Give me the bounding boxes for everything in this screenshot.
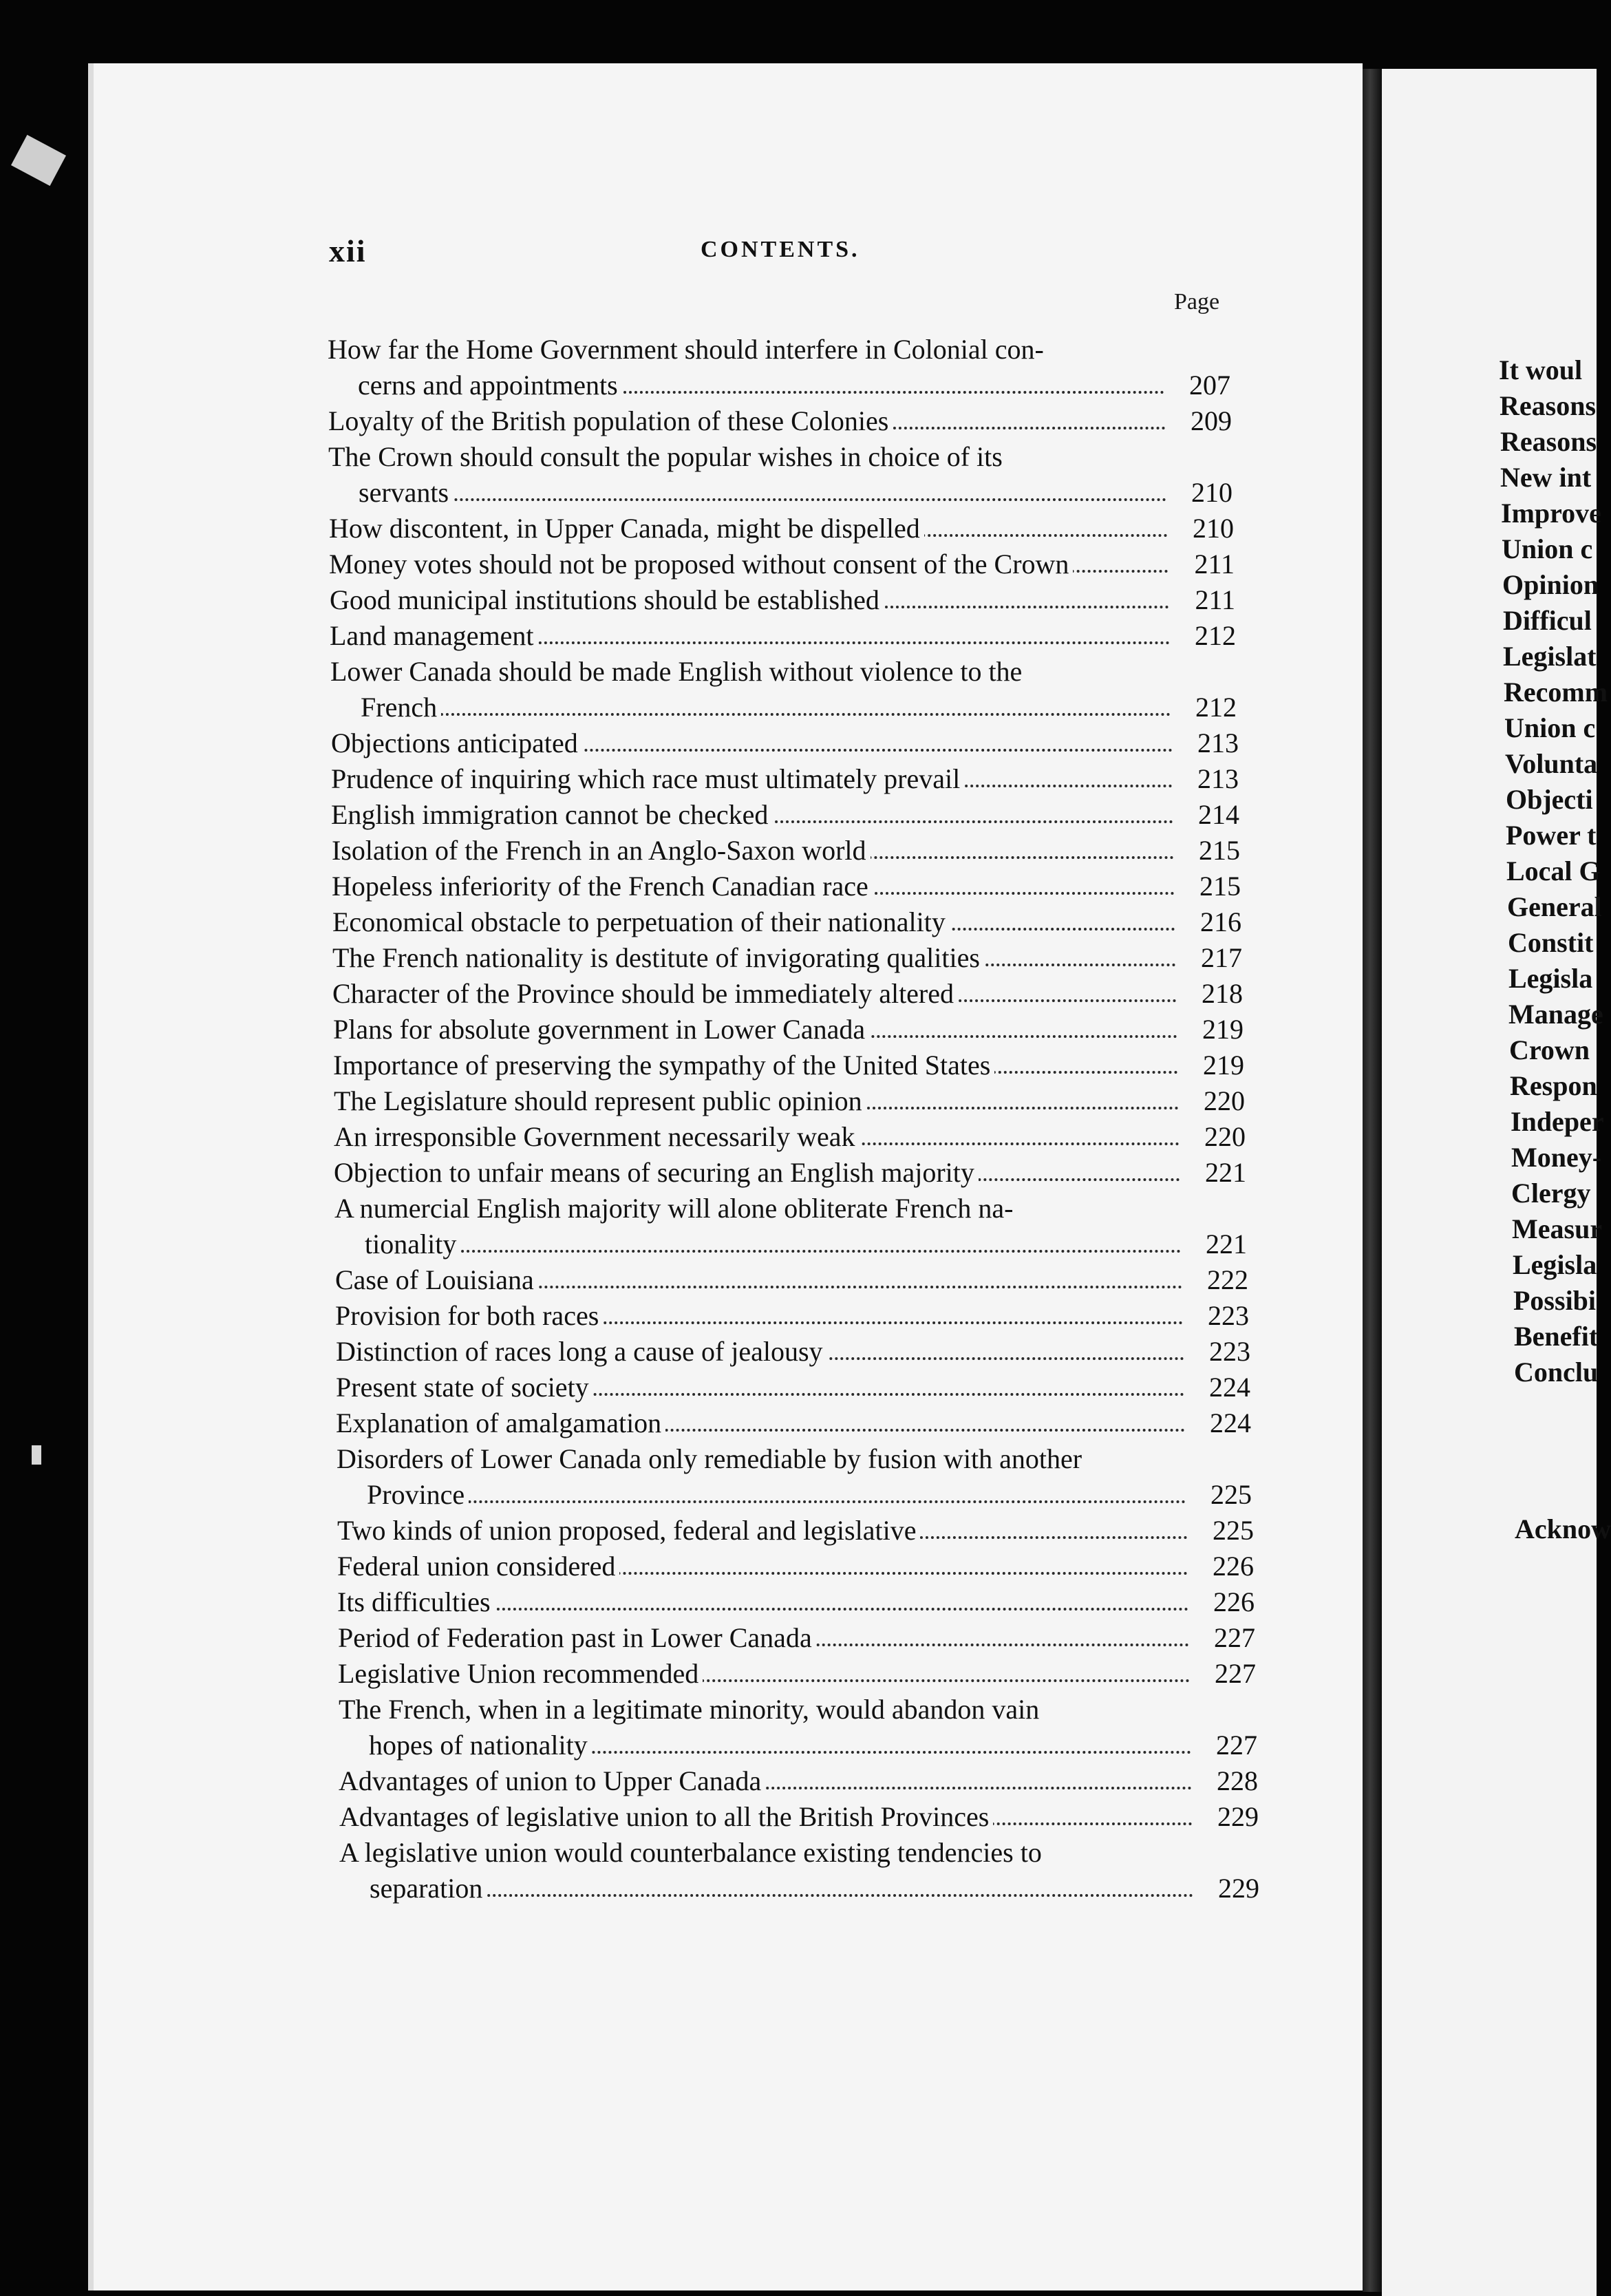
right-page-line: Improve <box>1501 498 1601 529</box>
right-page-line: General <box>1507 891 1602 922</box>
toc-entry-title: Prudence of inquiring which race must ultimately prevail <box>331 763 964 794</box>
toc-page-number: 219 <box>1181 1048 1244 1083</box>
toc-entry-title: Isolation of the French in an Anglo-Saxon world <box>332 835 871 866</box>
toc-page-number: 213 <box>1175 725 1239 761</box>
toc-page-number: 210 <box>1169 475 1233 511</box>
toc-entry-title: Explanation of amalgamation <box>336 1407 665 1438</box>
right-page-line: Recomm <box>1504 677 1608 708</box>
toc-page-number: 211 <box>1171 546 1235 582</box>
left-page <box>88 63 1363 2290</box>
toc-entry-title: Legislative Union recommended <box>338 1658 703 1689</box>
scan-artifact <box>32 1445 41 1465</box>
toc-page-number: 220 <box>1182 1119 1246 1155</box>
toc-page-number: 228 <box>1195 1763 1258 1799</box>
toc-entry-title: Money votes should not be proposed without consent of the Crown <box>329 549 1073 580</box>
toc-page-number: 229 <box>1196 1871 1259 1906</box>
toc-page-number: 221 <box>1184 1226 1247 1262</box>
toc-page-number: 222 <box>1185 1262 1248 1298</box>
toc-page-number: 210 <box>1171 511 1234 546</box>
toc-entry-title: Period of Federation past in Lower Canada <box>338 1622 816 1653</box>
right-page-line: Acknow <box>1515 1513 1611 1544</box>
toc-entry-continuation: hopes of nationality <box>339 1730 592 1761</box>
toc-entry-title: A numercial English majority will alone obliterate French na- <box>334 1193 1017 1224</box>
toc-entry-title: The French nationality is destitute of invigorating qualities <box>332 942 984 973</box>
toc-entry-title: Its difficulties <box>337 1586 495 1617</box>
right-page-line: Benefit <box>1514 1321 1599 1352</box>
toc-page-number: 221 <box>1183 1155 1246 1191</box>
right-page-line: Local G <box>1506 855 1601 886</box>
right-page-line: Possibi <box>1513 1285 1597 1316</box>
toc-entry-title: Objection to unfair means of securing an English majority <box>334 1157 979 1188</box>
toc-entry-title: Economical obstacle to perpetuation of their nationality <box>332 906 950 937</box>
right-page-line: Power t <box>1506 820 1597 851</box>
right-page-line: Reasons <box>1500 426 1597 457</box>
toc-page-number: 224 <box>1187 1370 1250 1405</box>
toc-entry-title: How far the Home Government should interfere in Colonial con- <box>328 334 1048 365</box>
toc-page-number: 218 <box>1180 976 1243 1012</box>
right-page-line: Conclu <box>1514 1357 1599 1388</box>
toc-entry-title: Good municipal institutions should be established <box>330 584 884 615</box>
toc-page-number: 225 <box>1191 1513 1254 1549</box>
right-page-line: Crown <box>1509 1034 1590 1065</box>
toc-entry-continuation: servants <box>328 477 453 508</box>
toc-page-number: 227 <box>1193 1656 1256 1692</box>
toc-page-number: 227 <box>1192 1620 1255 1656</box>
toc-entry-title: Land management <box>330 620 538 651</box>
toc-page-number: 217 <box>1179 940 1242 976</box>
toc-entry-title: The Legislature should represent public opinion <box>334 1085 866 1116</box>
toc-page-number: 211 <box>1172 582 1235 618</box>
folio-number: xii <box>329 233 367 268</box>
toc-entry-title: Hopeless inferiority of the French Canadian race <box>332 871 873 902</box>
toc-entry-title: Disorders of Lower Canada only remediable by fusion with another <box>337 1443 1086 1474</box>
toc-entry-title: A legislative union would counterbalance existing tendencies to <box>339 1837 1046 1868</box>
right-page-line: Manage <box>1508 999 1603 1030</box>
page-column-label: Page <box>1174 289 1220 315</box>
right-page-line: Legisla <box>1513 1249 1597 1280</box>
right-page-line: Money- <box>1511 1142 1602 1173</box>
right-page-line: New int <box>1500 462 1592 493</box>
right-page-line: Clergy <box>1511 1178 1591 1209</box>
toc-entry-title: Advantages of legislative union to all the British Provinces <box>339 1801 993 1832</box>
right-page-line: It woul <box>1499 354 1583 385</box>
toc-page-number: 227 <box>1194 1728 1257 1763</box>
toc-entry-title: Importance of preserving the sympathy of the United States <box>333 1050 994 1081</box>
toc-entry-title: Two kinds of union proposed, federal and legislative <box>337 1515 920 1546</box>
toc-page-number: 212 <box>1173 618 1236 654</box>
toc-entry-title: Provision for both races <box>335 1300 603 1331</box>
right-page-line: Legisla <box>1508 963 1593 994</box>
right-page-line: Objecti <box>1506 784 1593 815</box>
right-page-line: Volunta <box>1505 748 1598 779</box>
toc-page-number: 214 <box>1176 797 1239 833</box>
right-page-line: Indeper <box>1511 1106 1604 1137</box>
toc-entry-title: The Crown should consult the popular wishes in choice of its <box>328 441 1007 472</box>
toc-entry-title: The French, when in a legitimate minority, would abandon vain <box>339 1694 1043 1725</box>
toc-entry-continuation: French <box>330 692 441 723</box>
toc-entry-continuation: tionality <box>334 1229 460 1259</box>
right-page-line: Measur <box>1512 1213 1603 1244</box>
toc-entry-title: Objections anticipated <box>331 727 582 758</box>
toc-entry-title: Advantages of union to Upper Canada <box>339 1765 765 1796</box>
toc-page-number: 220 <box>1182 1083 1245 1119</box>
toc-entry-title: Plans for absolute government in Lower Canada <box>333 1014 869 1045</box>
toc-entry-continuation: separation <box>339 1873 487 1904</box>
toc-entry-title: Federal union considered <box>337 1551 619 1582</box>
toc-page-number: 226 <box>1191 1549 1254 1584</box>
toc-entry-title: Lower Canada should be made English without violence to the <box>330 656 1026 687</box>
right-page-line: Respon <box>1510 1070 1597 1101</box>
toc-page-number: 213 <box>1175 761 1239 797</box>
right-page-line: Opinion <box>1502 569 1599 600</box>
right-page-line: Constit <box>1508 927 1594 958</box>
toc-entry-title: Character of the Province should be immediately altered <box>332 978 958 1009</box>
toc-page-number: 215 <box>1177 833 1240 869</box>
toc-entry-title: Case of Louisiana <box>335 1264 538 1295</box>
toc-page-number: 219 <box>1180 1012 1244 1048</box>
right-page-line: Union c <box>1504 712 1596 743</box>
right-page-line: Legislat <box>1503 641 1597 672</box>
toc-entry-title: Distinction of races long a cause of jealousy <box>336 1336 827 1367</box>
toc-entry-continuation: Province <box>337 1479 469 1510</box>
toc-entry-title: English immigration cannot be checked <box>331 799 772 830</box>
toc-entry-title: Loyalty of the British population of these Colonies <box>328 405 893 436</box>
toc-page-number: 226 <box>1191 1584 1255 1620</box>
page-header <box>329 233 1237 267</box>
running-head: CONTENTS. <box>701 237 860 262</box>
toc-entry-title: How discontent, in Upper Canada, might be dispelled <box>329 513 924 544</box>
right-page-line: Union c <box>1502 533 1593 564</box>
toc-page-number: 207 <box>1167 368 1230 403</box>
scan-artifact <box>11 135 66 186</box>
toc-entry-continuation: cerns and appointments <box>328 370 622 401</box>
toc-page-number: 212 <box>1173 690 1237 725</box>
toc-page-number: 225 <box>1188 1477 1252 1513</box>
toc-page-number: 229 <box>1195 1799 1259 1835</box>
right-page-line: Reasons <box>1500 390 1597 421</box>
right-page-line: Difficul <box>1503 605 1592 636</box>
toc-page-number: 215 <box>1177 869 1241 904</box>
toc-page-number: 223 <box>1186 1298 1249 1334</box>
toc-page-number: 224 <box>1188 1405 1251 1441</box>
toc-entry-title: Present state of society <box>336 1372 593 1403</box>
toc-page-number: 216 <box>1178 904 1241 940</box>
page-gutter <box>1363 69 1382 2292</box>
toc-page-number: 223 <box>1187 1334 1250 1370</box>
toc-page-number: 209 <box>1169 403 1232 439</box>
toc-entry-title: An irresponsible Government necessarily weak <box>334 1121 860 1152</box>
